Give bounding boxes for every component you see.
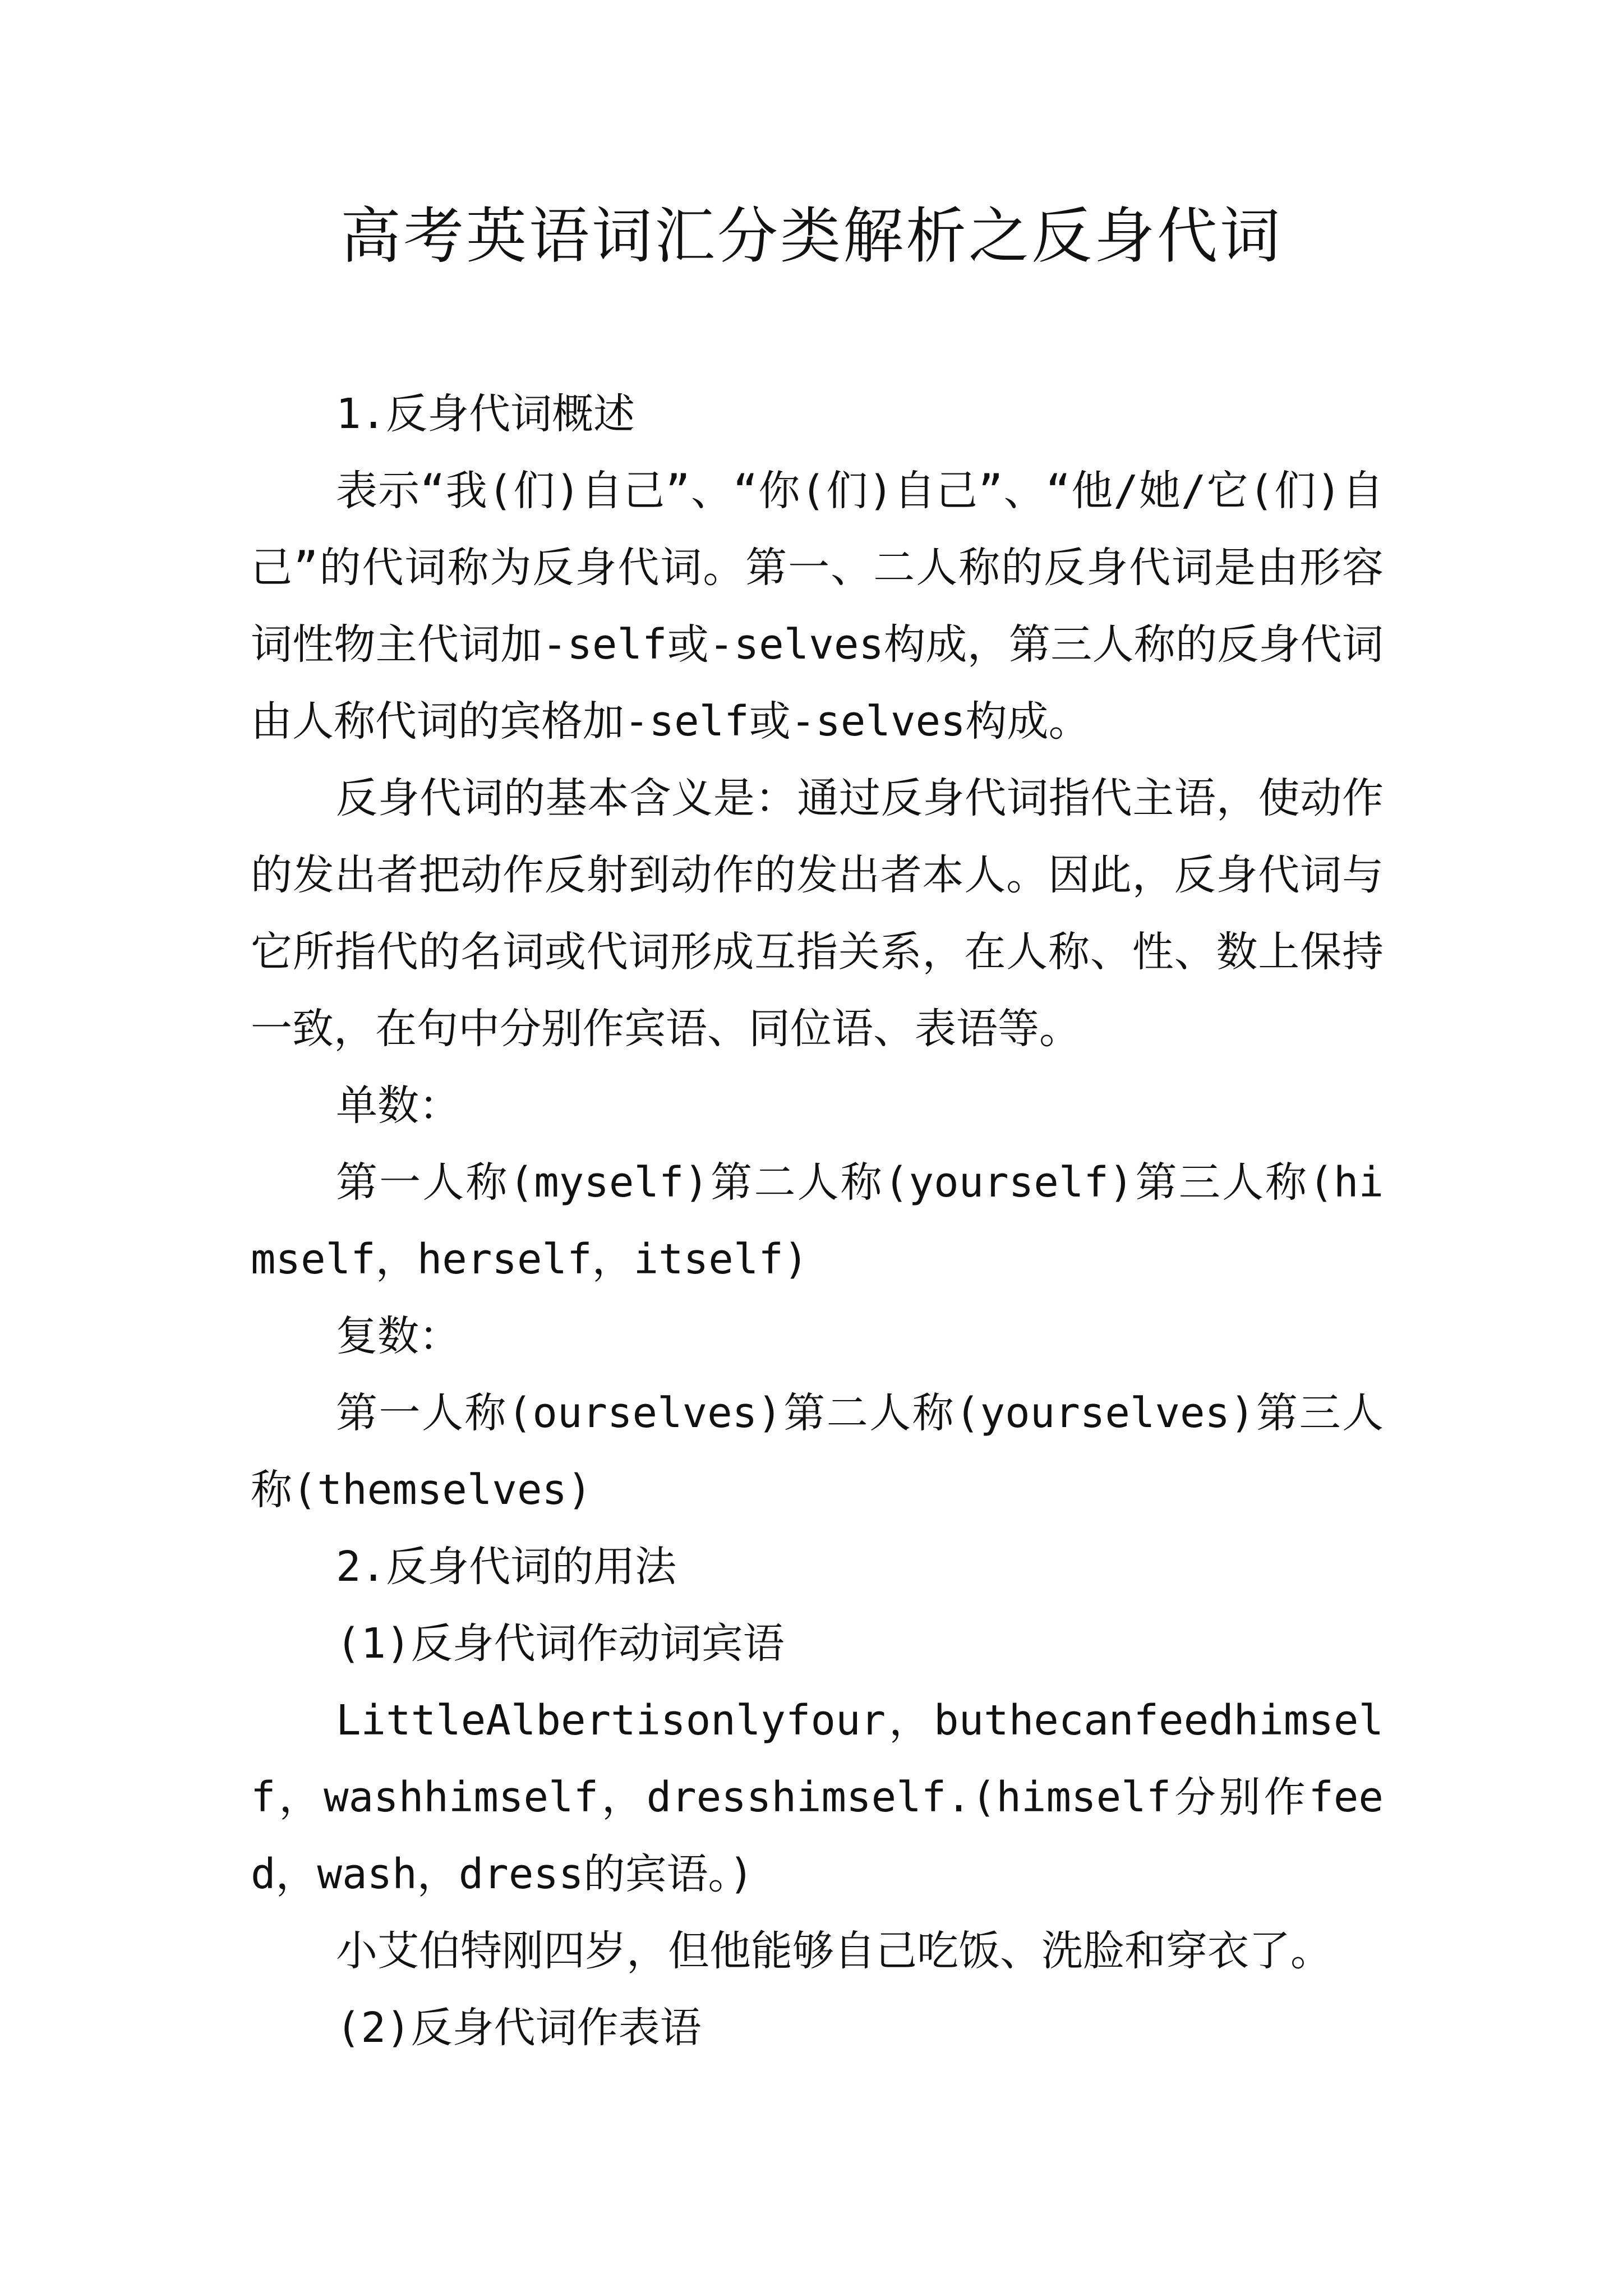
document-body bbox=[251, 376, 1384, 2067]
paragraph-plural-forms: 第一人称(ourselves)第二人称(yourselves)第三人称(themselves) bbox=[251, 1389, 1384, 1514]
subheading-predicative-usage: (2)反身代词作表语 bbox=[336, 2004, 702, 2052]
paragraph-meaning: 反身代词的基本含义是：通过反身代词指代主语，使动作的发出者把动作反射到动作的发出者本人。因此，反身代词与它所指代的名词或代词形成互指关系，在人称、性、数上保持一致，在句中分别作宾语、同位语、表语等。 bbox=[251, 774, 1384, 1053]
document-title: 高考英语词汇分类解析之反身代词 bbox=[340, 201, 1283, 272]
paragraph-singular-forms: 第一人称(myself)第二人称(yourself)第三人称(himself，herself，itself) bbox=[251, 1158, 1384, 1283]
section-heading-overview: 1.反身代词概述 bbox=[336, 390, 635, 438]
example-sentence-english: LittleAlbertisonlyfour，buthecanfeedhimself，washhimself，dresshimself.(himself分别作feed，wash，dress的宾语。) bbox=[251, 1696, 1384, 1898]
label-plural: 复数： bbox=[336, 1312, 460, 1360]
example-sentence-chinese: 小艾伯特刚四岁，但他能够自己吃饭、洗脸和穿衣了。 bbox=[336, 1927, 1332, 1975]
label-singular: 单数： bbox=[336, 1082, 460, 1130]
subheading-object-usage: (1)反身代词作动词宾语 bbox=[336, 1619, 785, 1668]
section-heading-usage: 2.反身代词的用法 bbox=[336, 1543, 677, 1591]
paragraph-definition: 表示“我(们)自己”、“你(们)自己”、“他/她/它(们)自己”的代词称为反身代词。第一、二人称的反身代词是由形容词性物主代词加-self或-selves构成，第三人称的反身代词由人称代词的宾格加-self或-selves构成。 bbox=[251, 467, 1384, 746]
